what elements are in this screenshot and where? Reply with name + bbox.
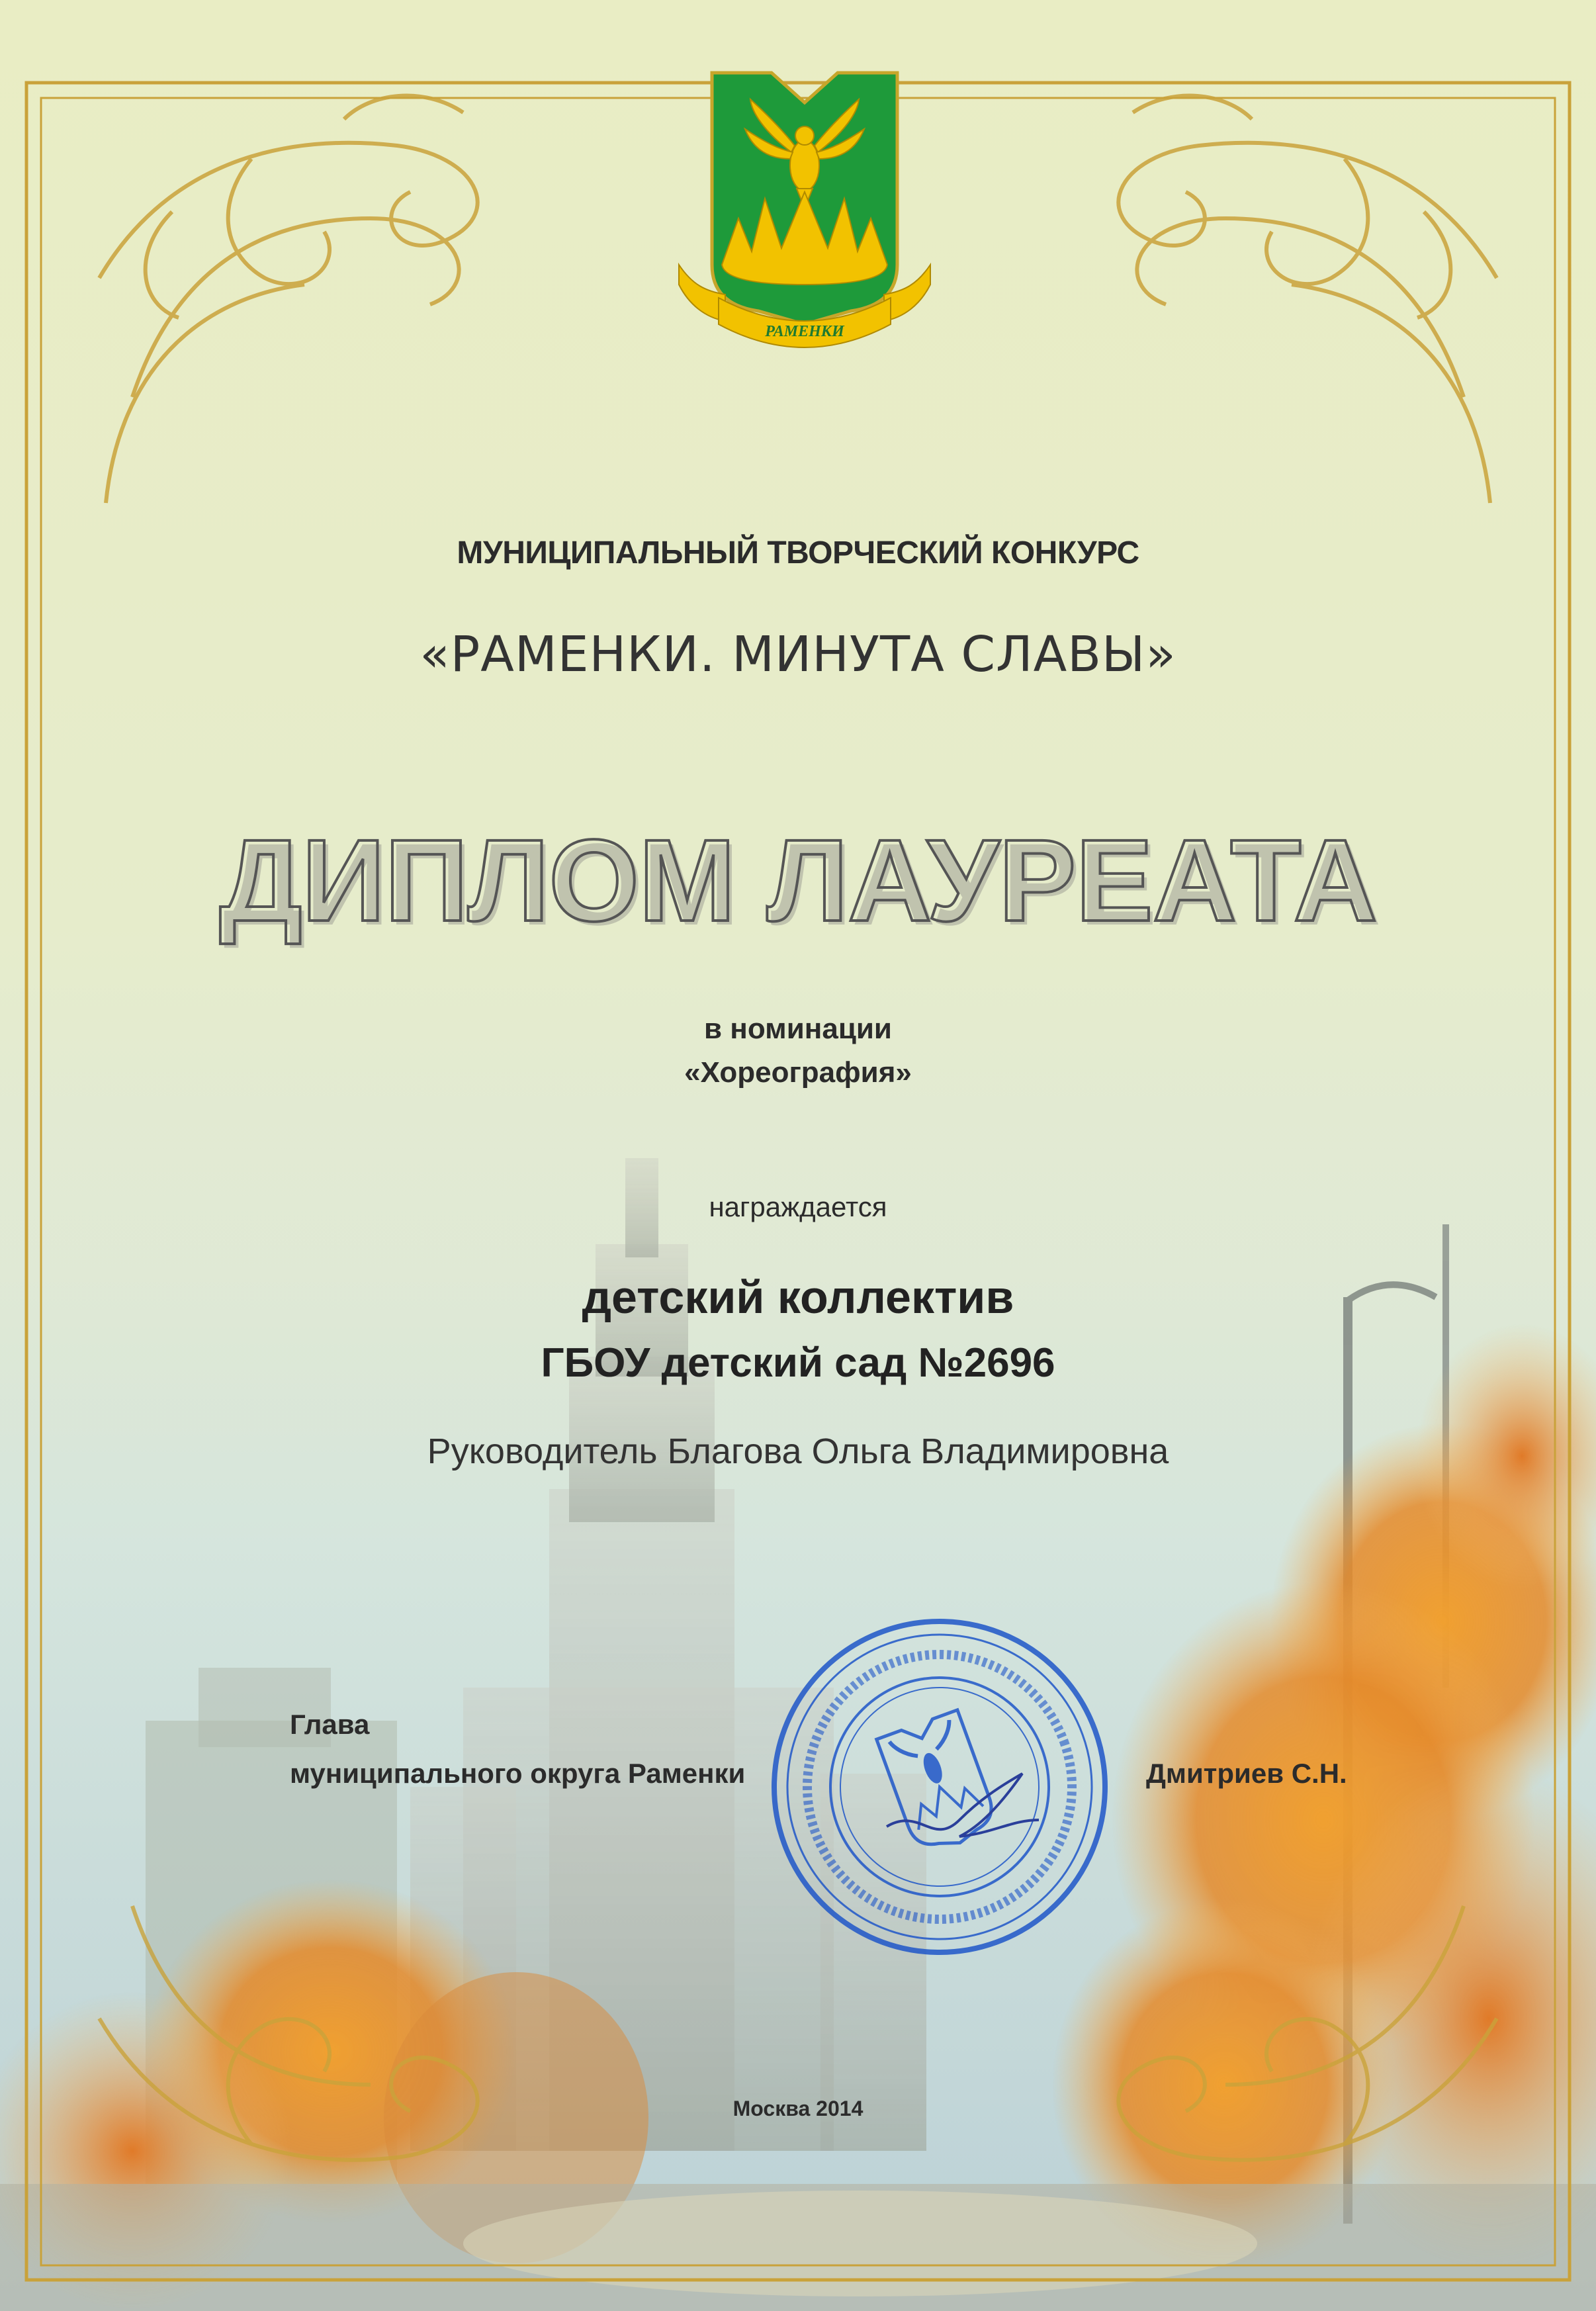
nomination-intro: в номинации [704, 1013, 892, 1045]
leader-name: Руководитель Благова Ольга Владимировна [427, 1431, 1169, 1471]
emblem-ribbon-text: РАМЕНКИ [765, 323, 844, 340]
recipient-line-2: ГБОУ детский сад №2696 [541, 1340, 1055, 1386]
diploma-title: ДИПЛОМ ЛАУРЕАТА [219, 816, 1377, 946]
flourish-bottom-right [1118, 1906, 1497, 2160]
ramenki-coat-of-arms-icon [666, 66, 944, 357]
signatory-position-line-1: Глава [290, 1709, 370, 1740]
recipient-line-1: детский коллектив [582, 1271, 1014, 1323]
place-year: Москва 2014 [732, 2097, 864, 2120]
contest-name: «РАМЕНКИ. МИНУТА СЛАВЫ» [420, 626, 1176, 683]
contest-type: МУНИЦИПАЛЬНЫЙ ТВОРЧЕСКИЙ КОНКУРС [457, 535, 1139, 570]
flourish-top-left [99, 96, 478, 503]
signatory-name: Дмитриев С.Н. [1146, 1758, 1347, 1789]
flourish-top-right [1118, 96, 1497, 503]
nomination-name: «Хореография» [684, 1056, 912, 1089]
municipal-seal-stamp-icon [761, 1608, 1118, 1966]
award-verb: награждается [709, 1191, 887, 1222]
signatory-position-line-2: муниципального округа Раменки [290, 1758, 746, 1789]
flourish-bottom-left [99, 1906, 478, 2160]
